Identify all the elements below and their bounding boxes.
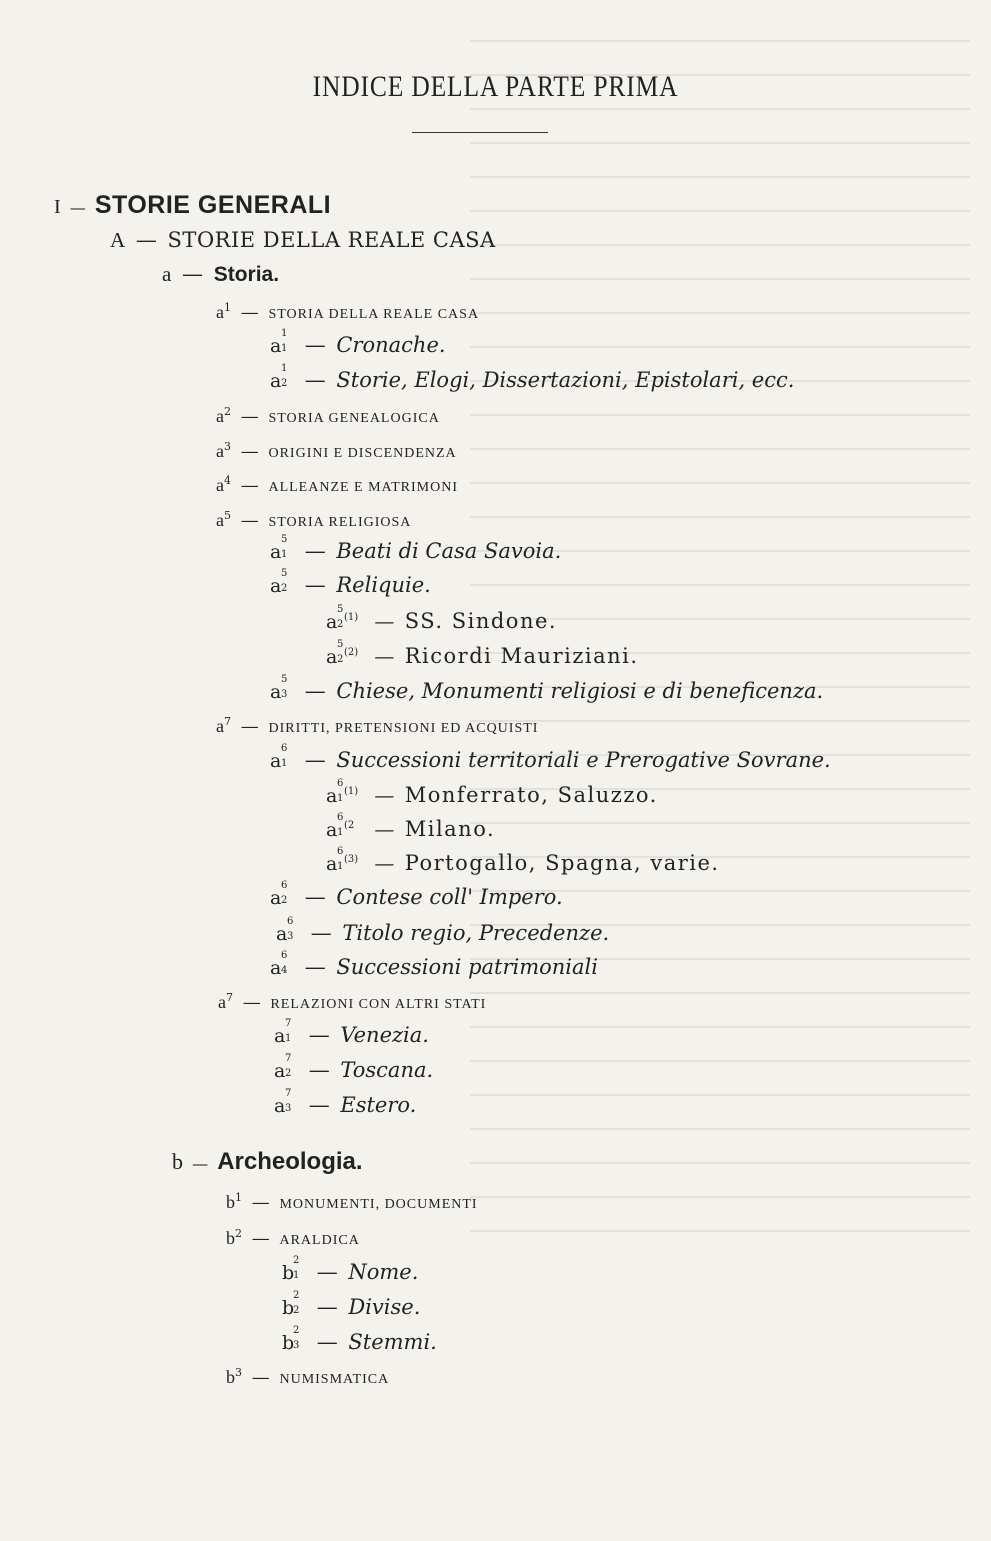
entry-label: Nome. (348, 1260, 419, 1284)
entry-dash: — (304, 679, 326, 703)
entry-dash: — (316, 1260, 338, 1284)
entry-b2-1 (282, 1255, 419, 1284)
entry-label: STORIE DELLA REALE CASA (167, 228, 496, 252)
entry-label: DIRITTI, PRETENSIONI ED ACQUISTI (268, 721, 539, 736)
entry-label: ARALDICA (279, 1233, 360, 1248)
entry-label: Monferrato, Saluzzo. (404, 783, 658, 807)
entry-b (172, 1150, 363, 1174)
entry-index: a 5 2 (2) (326, 639, 359, 668)
entry-index: a 5 1 (270, 534, 288, 563)
entry-sup: 2 (235, 1227, 242, 1240)
entry-dash: — (308, 1023, 330, 1047)
entry-label: Portogallo, Spagna, varie. (404, 851, 720, 875)
entry-number: a (162, 262, 172, 286)
entry-dash: — (374, 644, 395, 668)
entry-label: RELAZIONI CON ALTRI STATI (270, 997, 487, 1012)
entry-a6-1 (270, 743, 831, 772)
entry-number: A (110, 228, 126, 252)
entry-index: a 1 1 (270, 328, 288, 357)
entry-label: SS. Sindone. (404, 609, 558, 633)
entry-label: Milano. (404, 817, 496, 841)
entry-label: MONUMENTI, DOCUMENTI (279, 1197, 478, 1212)
entry-dash: — (308, 1093, 330, 1117)
entry-dash: — (374, 609, 395, 633)
entry-a4 (216, 475, 458, 495)
entry-label: Cronache. (336, 333, 446, 357)
entry-number: a (218, 992, 226, 1012)
entry-sup: 3 (235, 1366, 242, 1379)
entry-index: a 7 2 (274, 1053, 292, 1082)
entry-dash: — (242, 992, 261, 1013)
entry-dash: — (240, 475, 259, 496)
entry-number: a (216, 716, 224, 736)
entry-index: a 7 1 (274, 1018, 292, 1047)
entry-number: I (54, 196, 61, 218)
section-entry (54, 193, 331, 218)
entry-index: a 5 2 (270, 568, 288, 597)
entry-label: Stemmi. (348, 1330, 437, 1354)
entry-index: a 5 2 (1) (326, 604, 359, 633)
entry-a1-1 (270, 328, 446, 357)
entry-sup: 2 (224, 405, 231, 418)
entry-a5-2 (270, 568, 431, 597)
title-rule (412, 132, 548, 133)
entry-index: a 6 1 (1) (326, 778, 359, 807)
entry-label: Successioni patrimoniali (336, 955, 598, 979)
entry-label: Successioni territoriali e Prerogative Sovrane. (336, 748, 831, 772)
entry-dash: — (251, 1367, 270, 1388)
entry-a1 (216, 302, 479, 322)
entry-a7-3 (274, 1088, 417, 1117)
entry-label: STORIA GENEALOGICA (268, 411, 440, 426)
entry-b2-3 (282, 1325, 437, 1354)
entry-index: a 6 1 (3) (326, 846, 359, 875)
entry-a5-1 (270, 534, 562, 563)
entry-index: b 2 3 (282, 1325, 300, 1354)
entry-dash: — (310, 921, 332, 945)
entry-label: Estero. (340, 1093, 417, 1117)
entry-a (162, 264, 279, 285)
entry-number: a (216, 475, 224, 495)
entry-dash: — (240, 716, 259, 737)
entry-dash: — (240, 441, 259, 462)
entry-number: a (216, 510, 224, 530)
entry-label: Reliquie. (336, 573, 431, 597)
entry-label: STORIA DELLA REALE CASA (268, 307, 480, 322)
entry-label: Chiese, Monumenti religiosi e di beneficenza. (336, 679, 824, 703)
entry-label: Ricordi Mauriziani. (404, 644, 639, 668)
entry-label: Titolo regio, Precedenze. (342, 921, 610, 945)
entry-number: b (226, 1367, 235, 1387)
entry-dash: — (374, 817, 395, 841)
entry-a5-2-2 (326, 639, 639, 668)
entry-index: a 6 1 (2 (326, 812, 355, 841)
entry-dash: — (182, 262, 204, 286)
entry-number: b (226, 1192, 235, 1212)
entry-a3 (216, 441, 457, 461)
entry-b1 (226, 1192, 478, 1212)
entry-label: STORIE GENERALI (94, 191, 332, 219)
entry-sup: 1 (235, 1191, 242, 1204)
entry-a7-2 (274, 1053, 434, 1082)
entry-number: a (216, 406, 224, 426)
entry-a6-2 (270, 880, 563, 909)
entry-dash: — (304, 885, 326, 909)
entry-b3 (226, 1367, 389, 1387)
entry-A (110, 230, 496, 251)
entry-number: b (172, 1149, 183, 1174)
entry-number: a (216, 441, 224, 461)
entry-sup: 4 (224, 474, 231, 487)
entry-dash: — (192, 1154, 209, 1173)
entry-number: a (216, 302, 224, 322)
entry-dash: — (374, 851, 395, 875)
entry-dash: — (316, 1330, 338, 1354)
entry-a6-4 (270, 950, 598, 979)
entry-a1-2 (270, 363, 795, 392)
entry-label: Beati di Casa Savoia. (336, 539, 562, 563)
entry-dash: — (316, 1295, 338, 1319)
entry-dash: — (304, 539, 326, 563)
entry-a5 (216, 510, 411, 530)
entry-number: b (226, 1228, 235, 1248)
entry-dash: — (251, 1228, 270, 1249)
entry-label: STORIA RELIGIOSA (268, 515, 412, 530)
entry-dash: — (304, 955, 326, 979)
entry-dash: — (135, 228, 157, 252)
entry-label: Venezia. (340, 1023, 429, 1047)
entry-dash: — (374, 783, 395, 807)
entry-label: Toscana. (340, 1058, 434, 1082)
entry-a7 (218, 992, 486, 1012)
entry-label: ORIGINI E DISCENDENZA (268, 446, 457, 461)
entry-a5-3 (270, 674, 824, 703)
page-title: INDICE DELLA PARTE PRIMA (312, 70, 679, 103)
entry-index: a 1 2 (270, 363, 288, 392)
entry-a6-3 (276, 916, 610, 945)
entry-a7-1 (274, 1018, 429, 1047)
entry-label: NUMISMATICA (279, 1372, 390, 1387)
entry-label: Divise. (348, 1295, 421, 1319)
entry-index: a 6 2 (270, 880, 288, 909)
entry-label: Storia. (213, 263, 280, 286)
entry-sup: 7 (224, 715, 231, 728)
entry-index: a 6 4 (270, 950, 288, 979)
entry-dash: — (304, 748, 326, 772)
entry-dash: — (251, 1192, 270, 1213)
entry-a6-1-2 (326, 812, 496, 841)
entry-dash: — (240, 302, 259, 323)
entry-a6-1-1 (326, 778, 658, 807)
entry-a2 (216, 406, 440, 426)
entry-a6 (216, 716, 538, 736)
entry-dash: — (240, 406, 259, 427)
entry-dash: — (308, 1058, 330, 1082)
entry-index: a 6 3 (276, 916, 294, 945)
entry-b2-2 (282, 1290, 421, 1319)
entry-label: Storie, Elogi, Dissertazioni, Epistolari, ecc. (336, 368, 795, 392)
entry-dash: — (304, 573, 326, 597)
entry-index: b 2 2 (282, 1290, 300, 1319)
entry-dash: — (304, 333, 326, 357)
entry-b2 (226, 1228, 360, 1248)
bleed-through-texture (470, 40, 970, 1240)
entry-index: a 6 1 (270, 743, 288, 772)
entry-sup: 5 (224, 509, 231, 522)
entry-sup: 3 (224, 440, 231, 453)
entry-dash: — (69, 198, 86, 217)
entry-label: ALLEANZE E MATRIMONI (268, 480, 458, 495)
entry-dash: — (304, 368, 326, 392)
entry-index: a 7 3 (274, 1088, 292, 1117)
entry-sup: 1 (224, 301, 231, 314)
entry-a6-1-3 (326, 846, 720, 875)
entry-index: a 5 3 (270, 674, 288, 703)
entry-label: Contese coll' Impero. (336, 885, 563, 909)
entry-sup: 7 (226, 991, 233, 1004)
entry-index: b 2 1 (282, 1255, 300, 1284)
entry-a5-2-1 (326, 604, 558, 633)
entry-dash: — (240, 510, 259, 531)
entry-label: Archeologia. (217, 1148, 363, 1175)
